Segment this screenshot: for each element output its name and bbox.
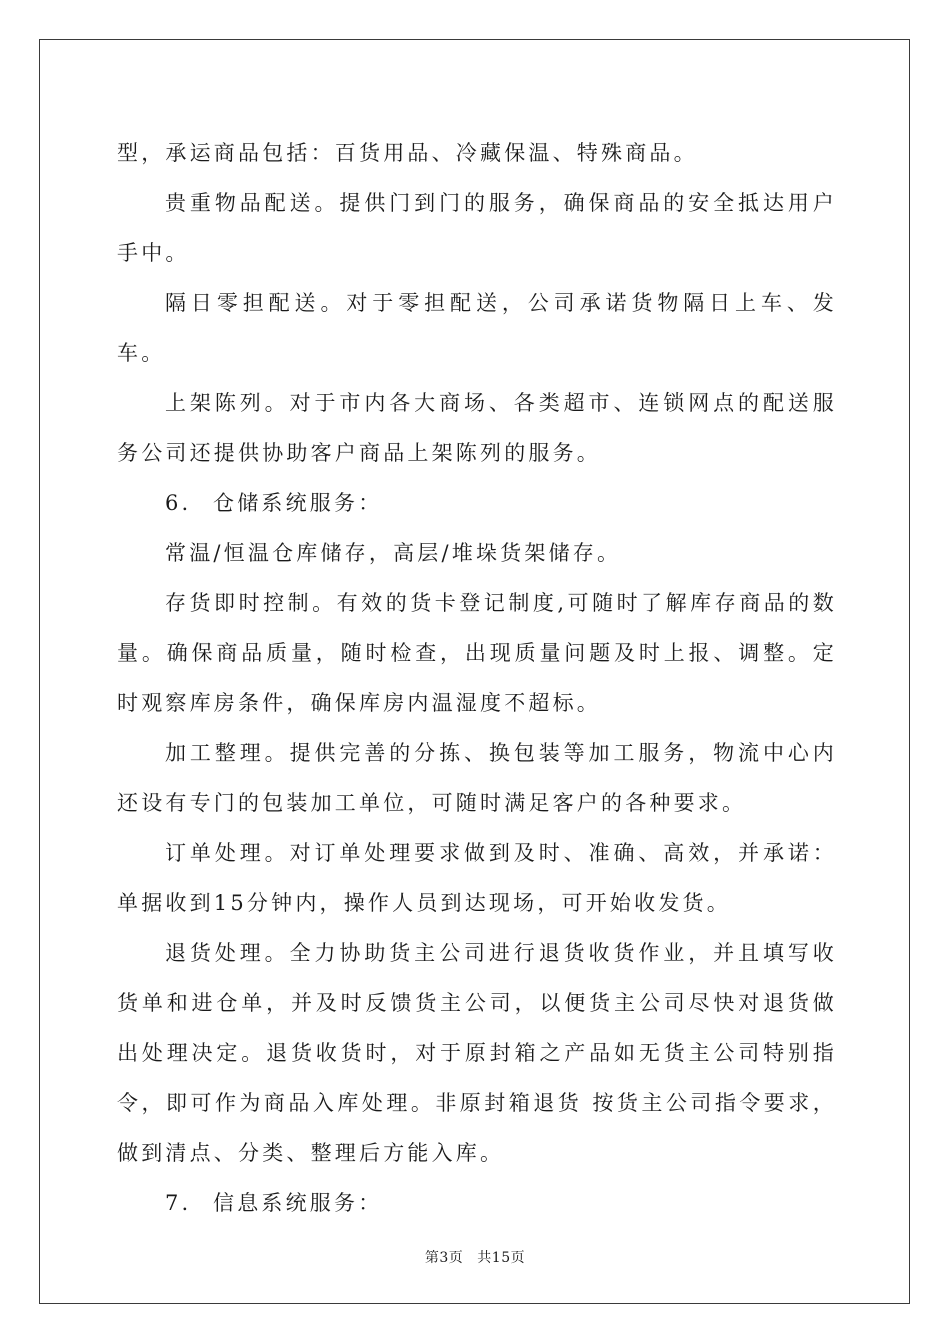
paragraph: 订单处理。对订单处理要求做到及时、准确、高效，并承诺：单据收到15分钟内，操作人员到达现场，可开始收发货。: [117, 841, 837, 915]
page-footer: [0, 1247, 950, 1267]
section-title: 仓储系统服务：: [213, 491, 383, 515]
section-title: 信息系统服务：: [213, 1191, 383, 1215]
paragraph: 退货处理。全力协助货主公司进行退货收货作业，并且填写收货单和进仓单，并及时反馈货主公司，以便货主公司尽快对退货做出处理决定。退货收货时，对于原封箱之产品如无货主公司特别指令，即可作为商品入库处理。非原封箱退货 按货主公司指令要求，做到清点、分类、整理后方能入库。: [117, 941, 837, 1165]
page-total: 共15页: [477, 1250, 526, 1266]
paragraph: 型，承运商品包括：百货用品、冷藏保温、特殊商品。: [117, 141, 698, 165]
page-number: 第3页: [424, 1250, 464, 1266]
paragraph: 上架陈列。对于市内各大商场、各类超市、连锁网点的配送服务公司还提供协助客户商品上架陈列的服务。: [117, 391, 837, 465]
paragraph: 贵重物品配送。提供门到门的服务，确保商品的安全抵达用户手中。: [117, 191, 837, 265]
paragraph: 存货即时控制。有效的货卡登记制度,可随时了解库存商品的数量。确保商品质量，随时检查，出现质量问题及时上报、调整。定时观察库房条件，确保库房内温湿度不超标。: [117, 591, 837, 715]
paragraph: 常温/恒温仓库储存，高层/堆垛货架储存。: [165, 541, 622, 565]
section-heading: [117, 1178, 837, 1228]
paragraph: 隔日零担配送。对于零担配送，公司承诺货物隔日上车、发车。: [117, 291, 837, 365]
paragraph: 加工整理。提供完善的分拣、换包装等加工服务，物流中心内还设有专门的包装加工单位，可随时满足客户的各种要求。: [117, 741, 837, 815]
section-number: 7.: [165, 1191, 192, 1215]
section-number: 6.: [165, 491, 192, 515]
section-heading: [117, 478, 837, 528]
document-body: [117, 128, 837, 1228]
